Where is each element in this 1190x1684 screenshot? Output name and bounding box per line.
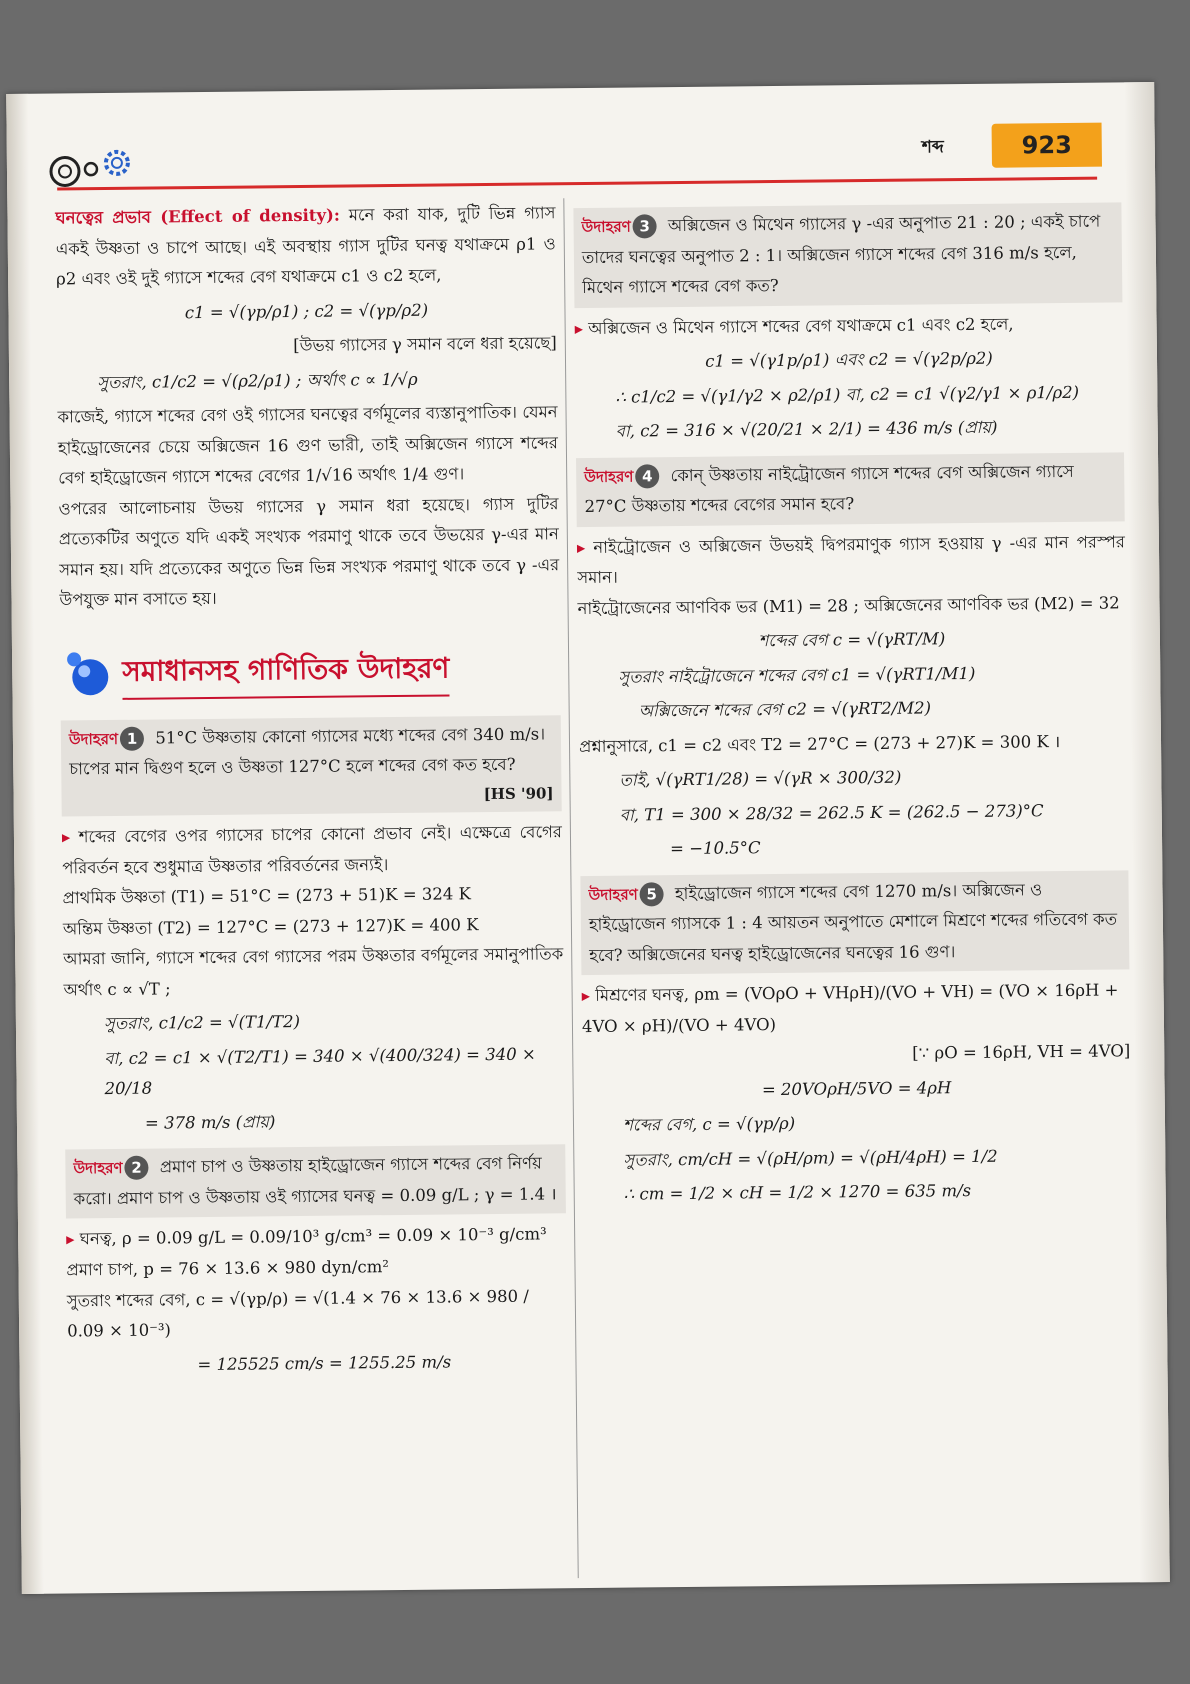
example-number: 2 bbox=[124, 1156, 148, 1180]
density-text: মনে করা যাক, দুটি ভিন্ন গ্যাস একই উষ্ণতা ও চাপে আছে। এই অবস্থায় গ্যাস দুটির ঘনত্ব যথাক্রমে ρ1 ও ρ2 এবং ওই দুই গ্যাসে শব্দের বেগ যথাক্রমে c1 ও c2 হলে, bbox=[55, 203, 556, 289]
example-label: উদাহরণ bbox=[68, 729, 119, 748]
equation: তাই, √(γRT1/28) = √(γR × 300/32) bbox=[619, 767, 902, 790]
arrow-icon: ▸ bbox=[576, 537, 586, 557]
solution-line: প্রমাণ চাপ, p = 76 × 13.6 × 980 dyn/cm² bbox=[66, 1257, 389, 1280]
equation: বা, c2 = c1 × √(T2/T1) = 340 × √(400/324) = 340 × 20/18 bbox=[104, 1044, 536, 1099]
equation: বা, T1 = 300 × 28/32 = 262.5 K = (262.5 − 273)°C bbox=[619, 800, 1044, 825]
left-column bbox=[55, 198, 567, 1385]
solution-line: অন্তিম উষ্ণতা (T2) = 127°C = (273 + 127)K = 400 K bbox=[62, 914, 479, 939]
blue-drops-icon bbox=[60, 647, 113, 700]
example-question bbox=[573, 202, 1122, 307]
question-text: 51°C উষ্ণতায় কোনো গ্যাসের মধ্যে শব্দের বেগ 340 m/s। চাপের মান দ্বিগুণ হলে ও উষ্ণতা 127°C হলে শব্দের বেগ কত হবে? bbox=[69, 723, 546, 779]
equation: অক্সিজেনে শব্দের বেগ c2 = √(γRT2/M2) bbox=[638, 698, 932, 721]
example-number: 4 bbox=[635, 464, 659, 488]
header-rule bbox=[57, 177, 1097, 191]
equation: ∴ c1/c2 = √(γ1/γ2 × ρ2/ρ1) বা, c2 = c1 √(γ2/γ1 × ρ1/ρ2) bbox=[615, 382, 1080, 407]
solution-line bbox=[575, 308, 1123, 344]
solution-line: সুতরাং শব্দের বেগ, c = √(γp/ρ) = √(1.4 × 76 × 13.6 × 980 / 0.09 × 10⁻³) bbox=[66, 1286, 529, 1341]
example-label: উদাহরণ bbox=[581, 217, 631, 237]
page-number: 923 bbox=[992, 123, 1102, 168]
example-label: উদাহরণ bbox=[73, 1159, 123, 1178]
density-paragraph bbox=[55, 198, 556, 295]
result: ∴ cm = 1/2 × cH = 1/2 × 1270 = 635 m/s bbox=[623, 1181, 972, 1205]
example-number: 1 bbox=[120, 726, 144, 750]
equation: সুতরাং, c1/c2 = √(ρ2/ρ1) ; অর্থাৎ c ∝ 1/√ρ bbox=[97, 369, 418, 392]
arrow-icon: ▸ bbox=[66, 1229, 75, 1249]
assumption-note: [উভয় গ্যাসের γ সমান বলে ধরা হয়েছে] bbox=[293, 333, 557, 356]
equation: c1 = √(γp/ρ1) ; c2 = √(γp/ρ2) bbox=[184, 300, 429, 322]
solution-text: ঘনত্ব, ρ = 0.09 g/L = 0.09/10³ g/cm³ = 0.09 × 10⁻³ g/cm³ bbox=[79, 1224, 547, 1249]
example-question bbox=[580, 870, 1129, 975]
arrow-icon: ▸ bbox=[581, 986, 591, 1006]
result: = 125525 cm/s = 1255.25 m/s bbox=[197, 1351, 452, 1374]
solution-line: নাইট্রোজেনের আণবিক ভর (M1) = 28 ; অক্সিজেনের আণবিক ভর (M2) = 32 bbox=[577, 593, 1120, 618]
equation: = 20VOρH/5VO = 4ρH bbox=[761, 1078, 952, 1100]
result: = 378 m/s (প্রায়) bbox=[144, 1112, 276, 1133]
equation: শব্দের বেগ, c = √(γp/ρ) bbox=[622, 1114, 796, 1136]
example-question bbox=[576, 452, 1125, 527]
question-text: হাইড্রোজেন গ্যাসে শব্দের বেগ 1270 m/s। অক্সিজেন ও হাইড্রোজেন গ্যাসকে 1 : 4 আয়তন অনুপাতে মেশালে মিশ্রণে শব্দের গতিবেগ কত হবে? অক্সিজেনের ঘনত্ব হাইড্রোজেনের ঘনত্বের 16 গুণ। bbox=[588, 880, 1118, 965]
right-column bbox=[573, 192, 1132, 1215]
question-text: অক্সিজেন ও মিথেন গ্যাসের γ -এর অনুপাত 21 : 20 ; একই চাপে তাদের ঘনত্বের অনুপাত 2 : 1। অক্সিজেন গ্যাসে শব্দের বেগ 316 m/s হলে, মিথেন গ্যাসে শব্দের বেগ কত? bbox=[581, 211, 1101, 298]
question-text: কোন্ উষ্ণতায় নাইট্রোজেন গ্যাসে শব্দের বেগ অক্সিজেন গ্যাসে 27°C উষ্ণতায় শব্দের বেগের সমান হবে? bbox=[584, 461, 1074, 517]
page-spine bbox=[6, 94, 44, 1594]
equation: সুতরাং নাইট্রোজেনে শব্দের বেগ c1 = √(γRT1/M1) bbox=[618, 663, 976, 687]
solution-line bbox=[577, 527, 1126, 594]
solution-line: প্রশ্নানুসারে, c1 = c2 এবং T2 = 27°C = (273 + 27)K = 300 K । bbox=[578, 731, 1061, 756]
solution-text: শব্দের বেগের ওপর গ্যাসের চাপের কোনো প্রভাব নেই। এক্ষেত্রে বেগের পরিবর্তন হবে শুধুমাত্র উষ্ণতার পরিবর্তনের জন্যই। bbox=[62, 822, 563, 878]
solution-text: নাইট্রোজেন ও অক্সিজেন উভয়ই দ্বিপরমাণুক গ্যাস হওয়ায় γ -এর মান পরস্পর সমান। bbox=[577, 532, 1126, 588]
arrow-icon: ▸ bbox=[61, 827, 71, 847]
equation-note: [∵ ρO = 16ρH, VH = 4VO] bbox=[912, 1041, 1131, 1063]
citation: [HS '90] bbox=[483, 783, 554, 803]
paragraph: কাজেই, গ্যাসে শব্দের বেগ ওই গ্যাসের ঘনত্বের বর্গমূলের ব্যস্তানুপাতিক। যেমন হাইড্রোজেনের চেয়ে অক্সিজেন 16 গুণ ভারী, তাই অক্সিজেন গ্যাসে শব্দের বেগ হাইড্রোজেন গ্যাসে শব্দের বেগের 1/√16 অর্থাৎ 1/4 গুণ। bbox=[57, 402, 558, 488]
question-text: প্রমাণ চাপ ও উষ্ণতায় হাইড্রোজেন গ্যাসে শব্দের বেগ নির্ণয় করো। প্রমাণ চাপ ও উষ্ণতায় ওই গ্যাসের ঘনত্ব = 0.09 g/L ; γ = 1.4 । bbox=[73, 1153, 557, 1209]
arrow-icon: ▸ bbox=[574, 318, 584, 338]
example-question bbox=[65, 1145, 566, 1219]
example-label: উদাহরণ bbox=[588, 885, 638, 904]
solution-line: আমরা জানি, গ্যাসে শব্দের বেগ গ্যাসের পরম উষ্ণতার বর্গমূলের সমানুপাতিক অর্থাৎ c ∝ √T ; bbox=[63, 944, 564, 1000]
section-title: সমাধানসহ গাণিতিক উদাহরণ bbox=[122, 642, 450, 699]
solution-text: অক্সিজেন ও মিথেন গ্যাসে শব্দের বেগ যথাক্রমে c1 এবং c2 হলে, bbox=[588, 314, 1014, 338]
result: = −10.5°C bbox=[670, 838, 761, 859]
book-page bbox=[6, 82, 1170, 1594]
section-heading bbox=[60, 641, 561, 700]
density-title: ঘনত্বের প্রভাব (Effect of density): bbox=[55, 205, 341, 228]
solution-line bbox=[66, 1220, 566, 1256]
equation: বা, c2 = 316 × √(20/21 × 2/1) = 436 m/s (প্রায়) bbox=[615, 417, 998, 441]
chapter-label: শব্দ bbox=[921, 137, 944, 158]
paragraph: ওপরের আলোচনায় উভয় গ্যাসের γ সমান ধরা হয়েছে। গ্যাস দুটির প্রত্যেকটির অণুতে যদি একই সংখ্যক পরমাণু থাকে তবে উভয়ের γ-এর মান সমান হয়। যদি প্রত্যেকের অণুতে ভিন্ন ভিন্ন সংখ্যক পরমাণু থাকে তবে γ -এর উপযুক্ত মান বসাতে হয়। bbox=[58, 493, 560, 610]
solution-text: মিশ্রণের ঘনত্ব, ρm = (VOρO + VHρH)/(VO + VH) = (VO × 16ρH + 4VO × ρH)/(VO + 4VO) bbox=[581, 980, 1119, 1036]
page-edge bbox=[1124, 82, 1170, 1582]
solution-line bbox=[582, 976, 1131, 1043]
equation: শব্দের বেগ c = √(γRT/M) bbox=[758, 629, 946, 651]
solution-line: প্রাথমিক উষ্ণতা (T1) = 51°C = (273 + 51)K = 324 K bbox=[62, 884, 472, 908]
example-number: 5 bbox=[640, 882, 664, 906]
equation: c1 = √(γ1p/ρ1) এবং c2 = √(γ2p/ρ2) bbox=[705, 348, 993, 371]
solution-line bbox=[62, 818, 563, 884]
equation: সুতরাং, c1/c2 = √(T1/T2) bbox=[103, 1012, 301, 1034]
example-question bbox=[61, 715, 562, 817]
equation: সুতরাং, cm/cH = √(ρH/ρm) = √(ρH/4ρH) = 1/2 bbox=[623, 1146, 998, 1170]
example-number: 3 bbox=[633, 214, 657, 238]
example-label: উদাহরণ bbox=[584, 467, 634, 486]
